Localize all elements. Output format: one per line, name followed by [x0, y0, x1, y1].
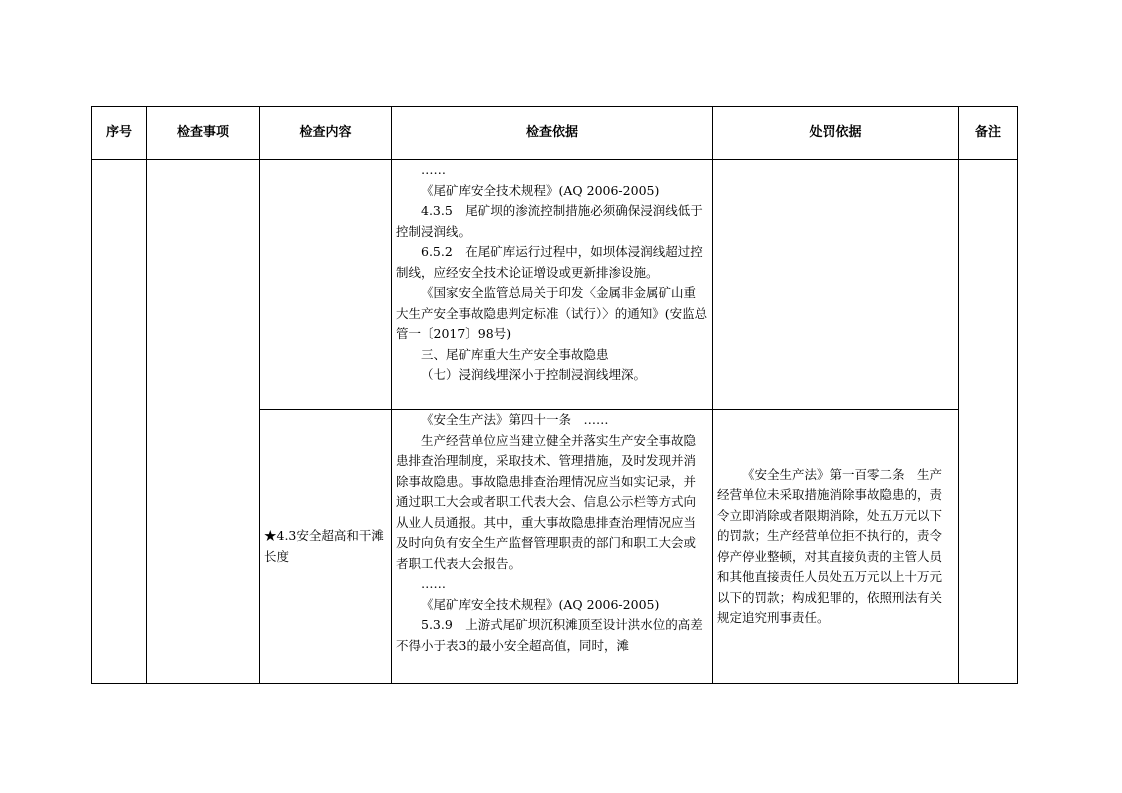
basis-paragraph: 4.3.5 尾矿坝的渗流控制措施必须确保浸润线低于控制浸润线。 [396, 203, 703, 239]
table-row [92, 160, 1018, 410]
basis-paragraph: 《安全生产法》第四十一条 …… [421, 412, 609, 427]
inspection-table [91, 106, 1018, 684]
header-serial: 序号 [92, 107, 147, 160]
penalty-basis-cell [713, 160, 959, 410]
check-basis-cell [392, 160, 713, 410]
penalty-basis-cell [713, 410, 959, 684]
basis-paragraph: 《国家安全监管总局关于印发〈金属非金属矿山重大生产安全事故隐患判定标准（试行）〉的通知》(安监总管一〔2017〕98号) [396, 285, 708, 341]
check-content-cell [260, 160, 392, 410]
header-check-content: 检查内容 [260, 107, 392, 160]
table-header-row [92, 107, 1018, 160]
basis-paragraph: 5.3.9 上游式尾矿坝沉积滩顶至设计洪水位的高差不得小于表3的最小安全超高值，同时，滩 [396, 617, 703, 653]
serial-cell [92, 160, 147, 684]
check-content-text: ★4.3安全超高和干滩长度 [264, 528, 384, 564]
basis-paragraph: 三、尾矿库重大生产安全事故隐患 [421, 346, 609, 362]
check-content-cell [260, 410, 392, 684]
basis-paragraph: 6.5.2 在尾矿库运行过程中，如坝体浸润线超过控制线，应经安全技术论证增设或更新排渗设施。 [396, 244, 703, 280]
basis-paragraph: 《尾矿库安全技术规程》(AQ 2006-2005) [421, 596, 660, 612]
check-basis-cell [392, 410, 713, 684]
check-item-cell [147, 160, 260, 684]
header-check-basis: 检查依据 [392, 107, 713, 160]
basis-paragraph: 《尾矿库安全技术规程》(AQ 2006-2005) [421, 182, 660, 198]
basis-paragraph: （七）浸润线埋深小于控制浸润线埋深。 [421, 367, 647, 382]
basis-ellipsis: …… [421, 576, 446, 591]
basis-ellipsis: …… [421, 162, 446, 177]
header-penalty-basis: 处罚依据 [713, 107, 959, 160]
header-check-item: 检查事项 [147, 107, 260, 160]
remarks-cell [959, 160, 1018, 684]
basis-paragraph: 生产经营单位应当建立健全并落实生产安全事故隐患排查治理制度，采取技术、管理措施，及时发现并消除事故隐患。事故隐患排查治理情况应当如实记录，并通过职工大会或者职工代表大会、信息公示栏等方式向从业人员通报。其中，重大事故隐患排查治理情况应当及时向负有安全生产监督管理职责的部门和职工大会或者职工代表大会报告。 [396, 432, 697, 571]
penalty-text: 《安全生产法》第一百零二条 生产经营单位未采取措施消除事故隐患的，责令立即消除或者限期消除，处五万元以下的罚款；生产经营单位拒不执行的，责令停产停业整顿，对其直接负责的主管人员和其他直接责任人员处五万元以上十万元以下的罚款；构成犯罪的，依照刑法有关规定追究刑事责任。 [717, 466, 943, 625]
header-remarks: 备注 [959, 107, 1018, 160]
